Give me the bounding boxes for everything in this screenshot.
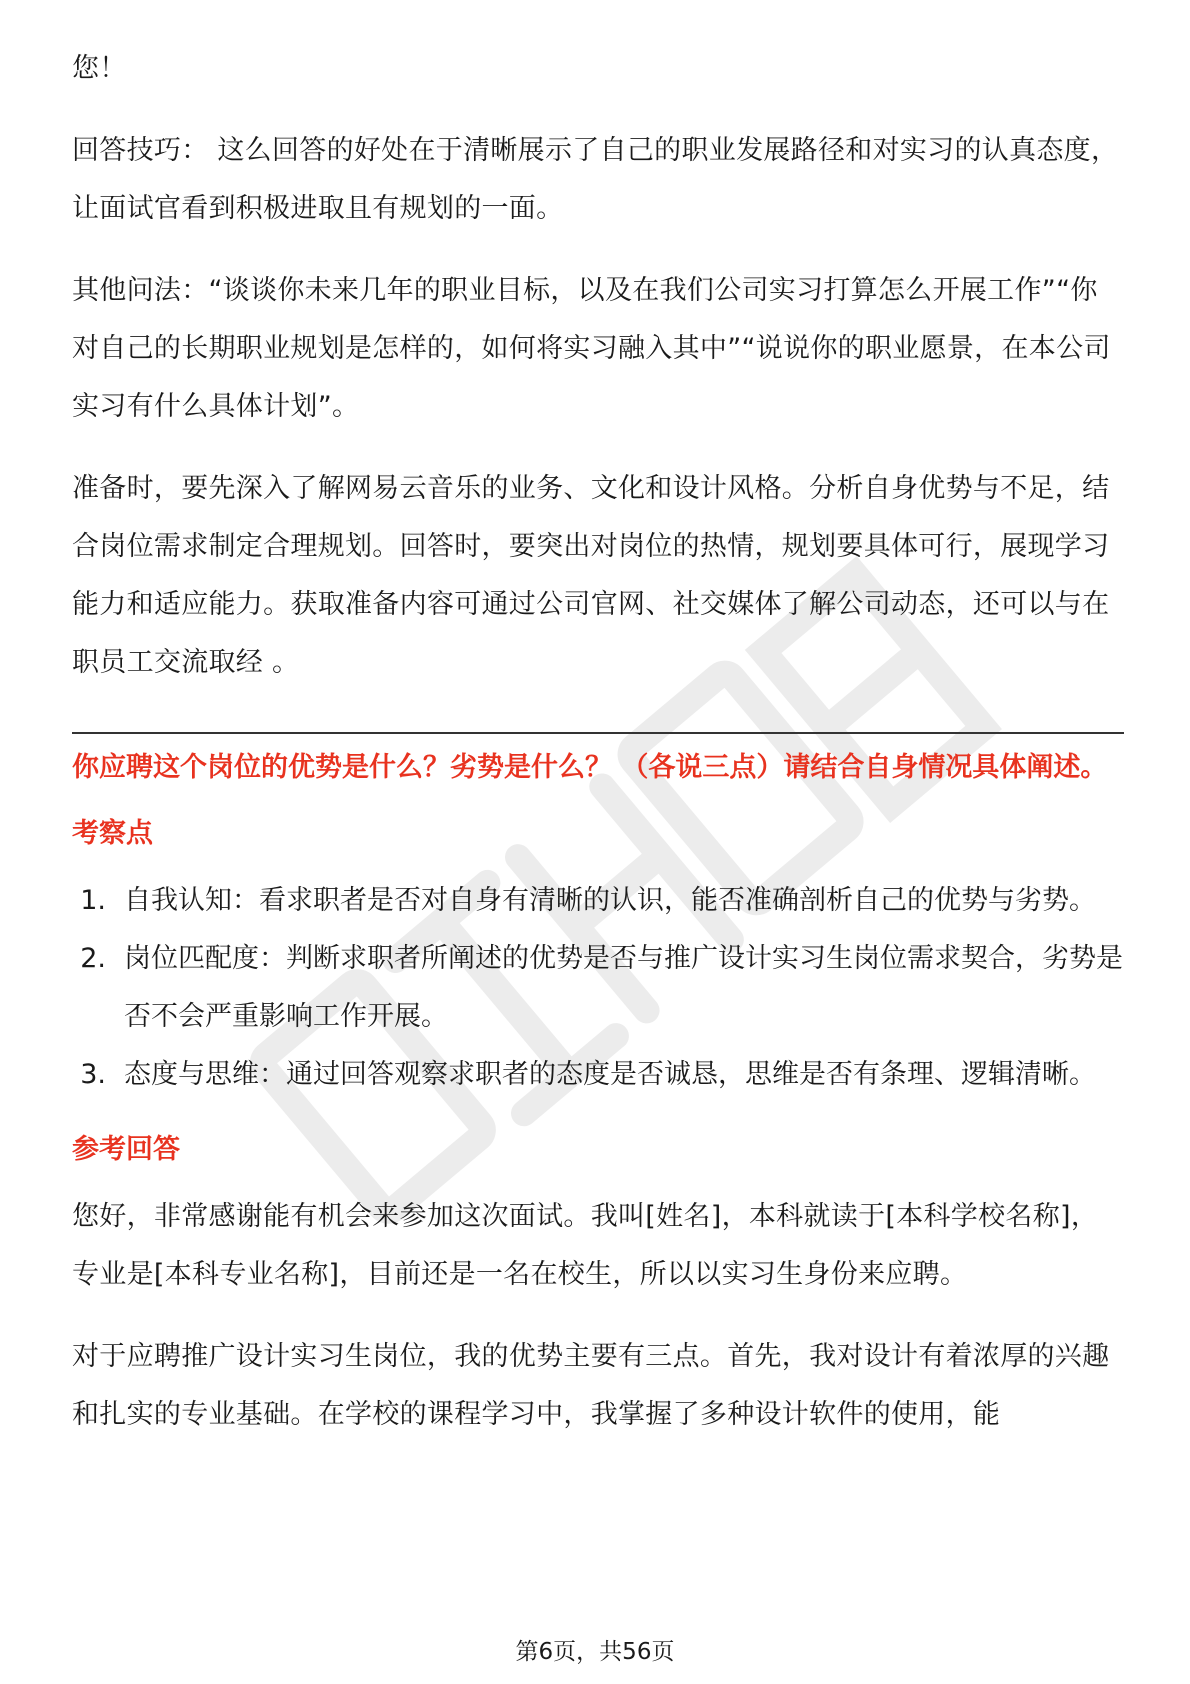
list-item [72, 1046, 1124, 1104]
other-phrasings: 其他问法：“谈谈你未来几年的职业目标，以及在我们公司实习打算怎么开展工作”“你对自己的长期职业规划是怎样的，如何将实习融入其中”“说说你的职业愿景，在本公司实习有什么具体计划”。 [72, 275, 1111, 422]
list-text: 岗位匹配度：判断求职者所阐述的优势是否与推广设计实习生岗位需求契合，劣势是否不会严重影响工作开展。 [124, 943, 1123, 1032]
intro-closing: 您！ [72, 53, 127, 84]
page-footer: 第6页，共56页 [515, 1639, 675, 1665]
document-page [72, 40, 1124, 1444]
answer-tip: 回答技巧： 这么回答的好处在于清晰展示了自己的职业发展路径和对实习的认真态度，让面试官看到积极进取且有规划的一面。 [72, 135, 1119, 224]
list-text: 态度与思维：通过回答观察求职者的态度是否诚恳，思维是否有条理、逻辑清晰。 [124, 1059, 1096, 1090]
list-number: 1. [80, 885, 106, 916]
section-divider [72, 732, 1124, 734]
list-text: 自我认知：看求职者是否对自身有清晰的认识，能否准确剖析自己的优势与劣势。 [124, 885, 1096, 916]
list-number: 2. [80, 943, 106, 974]
assessment-heading: 考察点 [72, 818, 153, 849]
reference-answer-strengths: 对于应聘推广设计实习生岗位，我的优势主要有三点。首先，我对设计有着浓厚的兴趣和扎实的专业基础。在学校的课程学习中，我掌握了多种设计软件的使用，能 [72, 1341, 1110, 1430]
assessment-list [72, 872, 1124, 1104]
interview-question: 你应聘这个岗位的优势是什么？劣势是什么？ （各说三点）请结合自身情况具体阐述。 [72, 752, 1108, 783]
list-number: 3. [80, 1059, 106, 1090]
preparation-advice: 准备时，要先深入了解网易云音乐的业务、文化和设计风格。分析自身优势与不足，结合岗位需求制定合理规划。回答时，要突出对岗位的热情，规划要具体可行，展现学习能力和适应能力。获取准备内容可通过公司官网、社交媒体了解公司动态，还可以与在职员工交流取经 。 [72, 473, 1110, 678]
list-item [72, 930, 1124, 1046]
reference-answer-intro: 您好，非常感谢能有机会来参加这次面试。我叫[姓名]，本科就读于[本科学校名称]，专业是[本科专业名称]，目前还是一名在校生，所以以实习生身份来应聘。 [72, 1201, 1099, 1290]
list-item [72, 872, 1124, 930]
reference-heading: 参考回答 [72, 1134, 180, 1165]
